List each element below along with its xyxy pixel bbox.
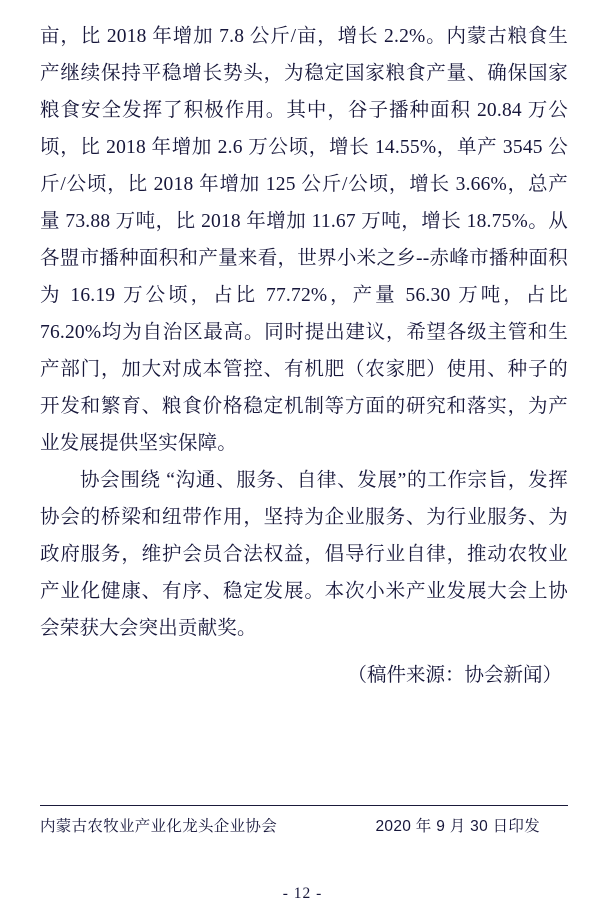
page-number: - 12 -: [282, 885, 323, 902]
page-footer: [40, 805, 568, 840]
document-body: [40, 18, 568, 694]
footer-divider: [40, 805, 568, 806]
source-note: （稿件来源：协会新闻）: [347, 665, 562, 686]
paragraph-2: 协会围绕 “沟通、服务、自律、发展”的工作宗旨，发挥协会的桥梁和纽带作用，坚持为企业服务、为行业服务、为政府服务，维护会员合法权益，倡导行业自律，推动农牧业产业化健康、有序、稳定发展。本次小米产业发展大会上协会荣获大会突出贡献奖。: [40, 470, 568, 639]
footer-row: [40, 814, 568, 840]
paragraph-1: 亩，比 2018 年增加 7.8 公斤/亩，增长 2.2%。内蒙古粮食生产继续保持平稳增长势头，为稳定国家粮食产量、确保国家粮食安全发挥了积极作用。其中，谷子播种面积 20.84 万公顷，比 2018 年增加 2.6 万公顷，增长 14.55%，单产 3545 公斤/公顷，比 2018 年增加 125 公斤/公顷，增长 3.66%，总产量 73.88 万吨，比 2018 年增加 11.67 万吨，增长 18.75%。从各盟市播种面积和产量来看，世界小米之乡--赤峰市播种面积为 16.19 万公顷，占比 77.72%，产量 56.30 万吨，占比 76.20%均为自治区最高。同时提出建议，希望各级主管和生产部门，加大对成本管控、有机肥（农家肥）使用、种子的开发和繁育、粮食价格稳定机制等方面的研究和落实，为产业发展提供坚实保障。: [40, 26, 568, 454]
footer-organization: 内蒙古农牧业产业化龙头企业协会: [40, 818, 278, 835]
footer-issue-date: 2020 年 9 月 30 日印发: [375, 818, 540, 835]
